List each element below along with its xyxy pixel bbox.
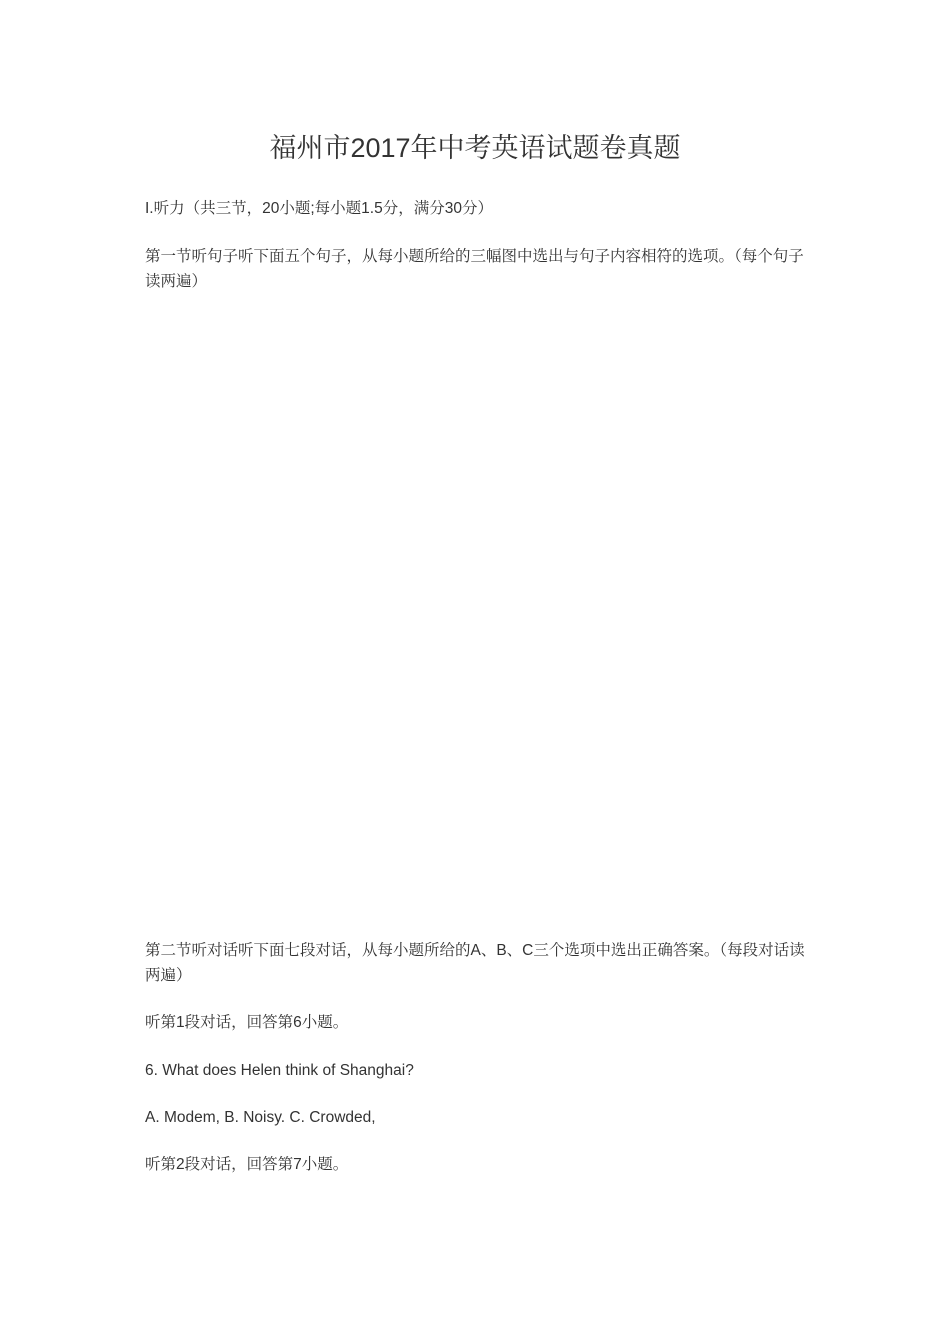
question-6: 6. What does Helen think of Shanghai? xyxy=(145,1062,414,1079)
blank-figure-area xyxy=(145,300,805,920)
section-heading: I.听力（共三节，20小题;每小题1.5分，满分30分） xyxy=(145,200,493,217)
dialogue1-intro: 听第1段对话，回答第6小题。 xyxy=(145,1014,349,1031)
dialogue2-intro: 听第2段对话，回答第7小题。 xyxy=(145,1156,349,1173)
question-6-options: A. Modem, B. Noisy. C. Crowded, xyxy=(145,1109,376,1126)
part2-instruction: 第二节听对话听下面七段对话，从每小题所给的A、B、C三个选项中选出正确答案。（每段对话读两遍） xyxy=(145,942,805,984)
part1-instruction: 第一节听句子听下面五个句子，从每小题所给的三幅图中选出与句子内容相符的选项。（每个句子读两遍） xyxy=(145,248,804,290)
document-title: 福州市2017年中考英语试题卷真题 xyxy=(269,133,681,163)
